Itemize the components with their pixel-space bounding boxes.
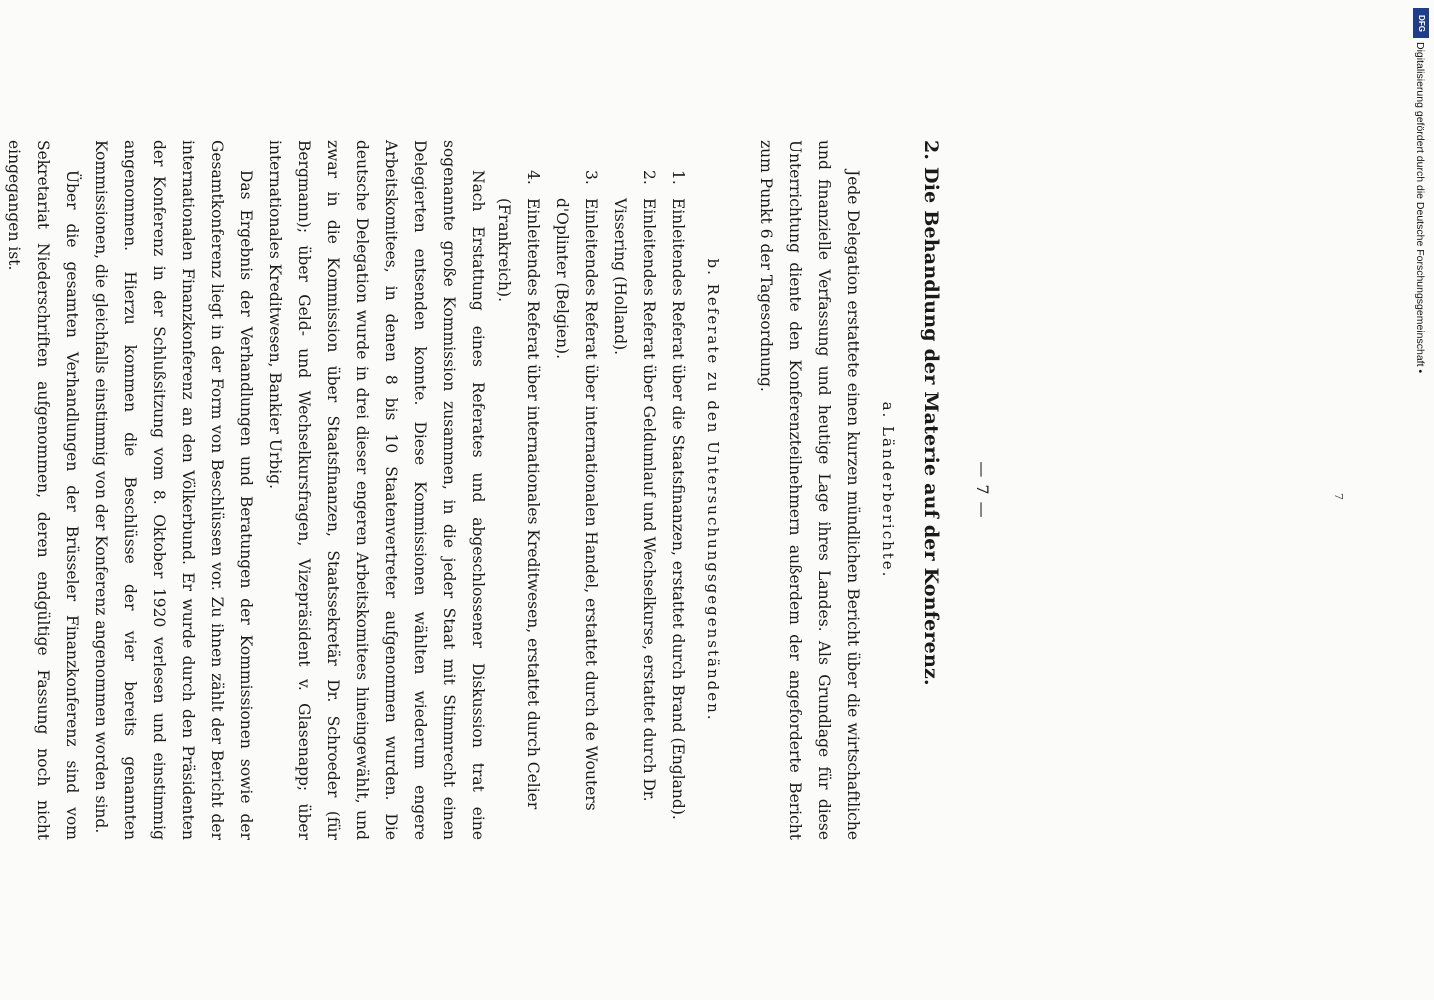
list-item: 2. Einleitendes Referat über Geldumlauf und Wechselkurse, erstattet durch Dr. Vissering (Holland).	[611, 170, 658, 802]
digitization-credit	[1408, 42, 1432, 432]
page-number: — 7 —	[973, 461, 992, 519]
stray-page-mark: 7	[1332, 493, 1345, 500]
subsection-b-title: b. Referate zu den Untersuchungsgegenständen.	[704, 258, 722, 722]
section-heading: 2. Die Behandlung der Materie auf der Konferenz.	[920, 140, 942, 686]
referate-list	[489, 140, 692, 840]
paragraph-text: Jede Delegation erstattete einen kurzen mündlichen Bericht über die wirtschaftliche und finanzielle Verfassung und heutige Lage ihres Landes. Als Grundlage für diese Unterrichtung diente den Konferenzteilnehmern außerdem der angeforderte Bericht zum Punkt 6 der Tagesordnung.	[757, 140, 862, 840]
list-item: 3. Einleitendes Referat über internationalen Handel, erstattet durch de Wouters d'Oplinter (Belgien).	[553, 170, 600, 811]
body-paragraphs	[0, 140, 492, 840]
paragraph-text: Nach Erstattung eines Referates und abgeschlossener Diskussion trat eine sogenannte große Kommission zusammen, in die jeder Staat mit Stimmrecht einen Delegierten entsenden konnte. Diese Kommissionen wählten wiederum engere Arbeitskomitees, in denen 8 bis 10 Staatenvertreter aufgenommen wurden. Die deutsche Delegation wurde in drei dieser engeren Arbeitskomitees hineingewählt, und zwar in die Kommission über Staatsfinanzen, Staatssekretär Dr. Schroeder (für Bergmann); über Geld- und Wechselkursfragen, Vizepräsident v. Glasenapp; über internationales Kreditwesen, Bankier Urbig.	[266, 140, 487, 840]
paragraph-text: Das Ergebnis der Verhandlungen und Beratungen der Kommissionen sowie der Gesamtkonferenz liegt in der Form von Beschlüssen vor. Zu ihnen zählt der Bericht der internationalen Finanzkonferenz an den Völkerbund. Er wurde durch den Präsidenten der Konferenz in der Schlußsitzung vom 8. Oktober 1920 verlesen und einstimmig angenommen. Hierzu kommen die Beschlüsse der vier bereits genannten Kommissionen, die gleichfalls einstimmig von der Konferenz angenommen worden sind.	[92, 140, 255, 840]
paragraph-text: Über die gesamten Verhandlungen der Brüsseler Finanzkonferenz sind vom Sekretariat Niederschriften aufgenommen, deren endgültige Fassung noch nicht eingegangen ist.	[5, 140, 81, 840]
page-body	[0, 140, 992, 840]
list-item: 4. Einleitendes Referat über internationales Kreditwesen, erstattet durch Celier (Frankreich).	[495, 170, 542, 810]
list-item: 1. Einleitendes Referat über die Staatsfinanzen, erstattet durch Brand (England).	[669, 170, 687, 820]
credit-text: Digitalisierung gefördert durch die Deutsche Forschungsgemeinschaft •	[1414, 42, 1426, 374]
subsection-a-title: a. Länderberichte.	[879, 401, 897, 579]
subsection-a-paragraph	[751, 140, 867, 840]
dfg-logo: DFG	[1413, 8, 1429, 38]
